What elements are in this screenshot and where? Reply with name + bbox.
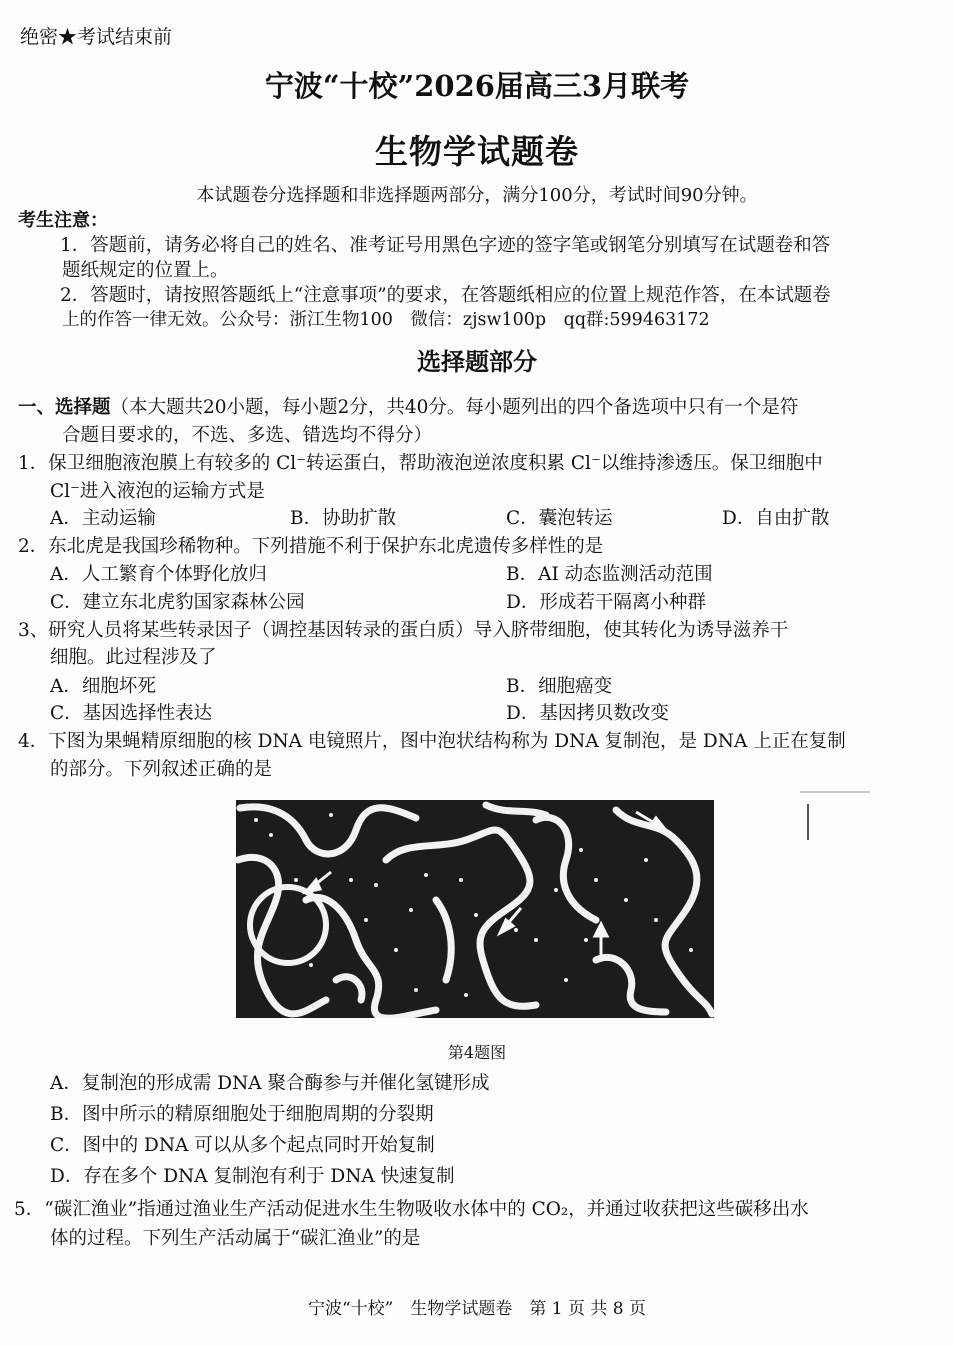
q3-stem-line-1: 3、研究人员将某些转录因子（调控基因转录的蛋白质）导入脐带细胞，使其转化为诱导滋养干 [18,620,789,641]
q4-option-a: A．复制泡的形成需 DNA 聚合酶参与并催化氢键形成 [50,1073,490,1094]
notice-item-1-line-2: 题纸规定的位置上。 [62,260,229,281]
q3-stem-line-2: 细胞。此过程涉及了 [50,647,217,668]
q2-option-b: B．AI 动态监测活动范围 [506,564,713,585]
part-label: 一、选择题 [18,397,111,418]
q3-option-b: B．细胞癌变 [506,676,613,697]
q2-option-c: C．建立东北虎豹国家森林公园 [50,592,305,613]
q1-option-d: D．自由扩散 [722,508,830,529]
q4-stem-line-2: 的部分。下列叙述正确的是 [50,759,273,780]
q2-option-d: D．形成若干隔离小种群 [506,592,706,613]
q4-option-b: B．图中所示的精原细胞处于细胞周期的分裂期 [50,1104,434,1125]
q4-stem-line-1: 4．下图为果蝇精原细胞的核 DNA 电镜照片，图中泡状结构称为 DNA 复制泡，是 DNA 上正在复制 [18,731,846,752]
part-desc-line-2: 合题目要求的，不选、多选、错选均不得分） [62,425,433,446]
q5-stem-line-2: 体的过程。下列生产活动属于“碳汇渔业”的是 [50,1228,421,1249]
notice-item-1-line-1: 1．答题前，请务必将自己的姓名、准考证号用黑色字迹的签字笔或钢笔分别填写在试题卷和答 [60,235,831,256]
intro-text: 本试题卷分选择题和非选择题两部分，满分100分，考试时间90分钟。 [196,185,758,206]
notice-title: 考生注意： [18,210,108,231]
paper-subtitle: 生物学试题卷 [375,132,579,171]
q5-stem-line-1: 5．“碳汇渔业”指通过渔业生产活动促进水生生物吸收水体中的 CO₂，并通过收获把这些碳移出水 [14,1199,809,1220]
section-title: 选择题部分 [417,347,537,376]
page-footer: 宁波“十校” 生物学试题卷 第 1 页 共 8 页 [307,1299,647,1319]
part-heading [18,393,798,419]
q4-figure-caption: 第4题图 [447,1043,507,1062]
part-desc-line-1: （本大题共20小题，每小题2分，共40分。每小题列出的四个备选项中只有一个是符 [110,397,799,418]
exam-title: 宁波“十校”2026届高三3月联考 [264,69,690,103]
q1-stem-line-1: 1．保卫细胞液泡膜上有较多的 Cl⁻转运蛋白，帮助液泡逆浓度积累 Cl⁻以维持渗透压。保卫细胞中 [18,453,823,474]
q1-option-c: C．囊泡转运 [506,508,613,529]
dna-micrograph-figure [236,800,714,1018]
q3-option-c: C．基因选择性表达 [50,703,213,724]
figure-edge-marks [800,790,880,850]
q2-stem: 2．东北虎是我国珍稀物种。下列措施不利于保护东北虎遗传多样性的是 [18,536,604,557]
notice-item-2-line-2: 上的作答一律无效。公众号：浙江生物100 微信：zjsw100p qq群:599463172 [62,310,710,330]
q1-option-b: B．协助扩散 [290,508,397,529]
q1-stem-line-2: Cl⁻进入液泡的运输方式是 [50,481,265,502]
notice-item-2-line-1: 2．答题时，请按照答题纸上“注意事项”的要求，在答题纸相应的位置上规范作答，在本试题卷 [60,285,831,306]
q2-option-a: A．人工繁育个体野化放归 [50,564,267,585]
q4-option-c: C．图中的 DNA 可以从多个起点同时开始复制 [50,1135,435,1156]
confidential-mark: 绝密★考试结束前 [20,26,173,48]
q3-option-a: A．细胞坏死 [50,676,156,697]
q4-option-d: D．存在多个 DNA 复制泡有利于 DNA 快速复制 [50,1166,455,1187]
q3-option-d: D．基因拷贝数改变 [506,703,669,724]
q1-option-a: A．主动运输 [50,508,156,529]
